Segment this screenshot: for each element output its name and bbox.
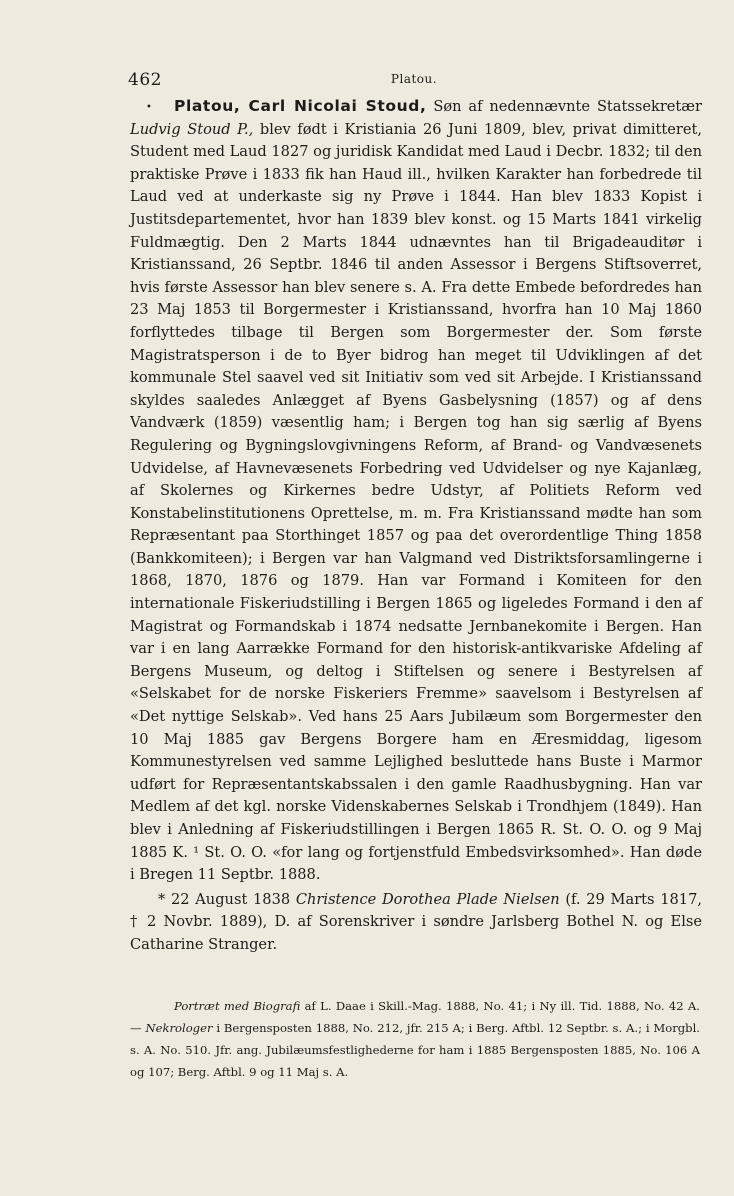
marriage-prefix: * 22 August 1838 bbox=[158, 890, 296, 908]
sources-part2: i Bergensposten 1888, No. 212, jfr. 215 A; i Berg. Aftbl. 12 Septbr. s. A.; i Morgbl. s. A. No. 510. Jfr. ang. Jubilæumsfestlighederne for ham i 1885 Bergensposten 1885, No. 106 A og 107; Berg. Aftbl. 9 og 11 Maj s. A. bbox=[130, 1021, 700, 1079]
margin-mark: • bbox=[146, 102, 152, 113]
entry-body bbox=[130, 95, 702, 957]
entry-main-text: blev født i Kristiania 26 Juni 1809, blev, privat dimitteret, Student med Laud 1827 og juridisk Kandidat med Laud i Decbr. 1832; til den praktiske Prøve i 1833 fik han Haud ill., hvilken Karakter han forbedrede til Laud ved at underkaste sig ny Prøve i 1844. Han blev 1833 Kopist i Justitsdepartementet, hvor han 1839 blev konst. og 15 Marts 1841 virkelig Fuldmægtig. Den 2 Marts 1844 udnævntes han til Brigadeauditør i Kristianssand, 26 Septbr. 1846 til anden Assessor i Bergens Stiftsoverret, hvis første Assessor han blev senere s. A. Fra dette Embede befordredes han 23 Maj 1853 til Borgermester i Kristianssand, hvorfra han 10 Maj 1860 forflyttedes tilbage til Bergen som Borgermester der. Som første Magistratsperson i de to Byer bidrog han meget til Udviklingen af det kommunale Stel saavel ved sit Initiativ som ved sit Arbejde. I Kristianssand skyldes saaledes Anlægget af Byens Gasbelysning (1857) og af dens Vandværk (1859) væsentlig ham; i Bergen tog han sig særlig af Byens Regulering og Bygningslovgivningens Reform, af Brand- og Vandvæsenets Udvidelse, af Havnevæsenets Forbedring ved Udvidelser og nye Kajanlæg, af Skolernes og Kirkernes bedre Udstyr, af Politiets Reform ved Konstabelinstitutionens Oprettelse, m. m. Fra Kristianssand mødte han som Repræsentant paa Storthinget 1857 og paa det overordentlige Thing 1858 (Bankkomiteen); i Bergen var han Valgmand ved Distriktsforsamlingerne i 1868, 1870, 1876 og 1879. Han var Formand i Komiteen for den internationale Fiskeriudstilling i Bergen 1865 og ligeledes Formand i den af Magistrat og Formandskab i 1874 nedsatte Jernbanekomite i Bergen. Han var i en lang Aarrække Formand for den historisk-antikvariske Afdeling af Bergens Museum, og deltog i Stiftelsen og senere i Bestyrelsen af «Selskabet for de norske Fiskeriers Fremme» saavelsom i Bestyrelsen af «Det nyttige Selskab». Ved hans 25 Aars Jubilæum som Borgermester den 10 Maj 1885 gav Bergens Borgere ham en Æresmiddag, ligesom Kommunestyrelsen ved samme Lejlighed besluttede hans Buste i Marmor udført for Repræsentantskabssalen i den gamle Raadhusbygning. Han var Medlem af det kgl. norske Videnskabernes Selskab i Trondhjem (1849). Han blev i Anledning af Fiskeriudstillingen i Bergen 1865 R. St. O. O. og 9 Maj 1885 K. ¹ St. O. O. «for lang og fortjenstfuld Embedsvirksomhed». Han døde i Bregen 11 Septbr. 1888. bbox=[130, 120, 702, 884]
necrology-label: Nekrologer bbox=[145, 1021, 213, 1035]
father-reference: Ludvig Stoud P., bbox=[130, 120, 254, 138]
portrait-label: Portræt med Biografi bbox=[174, 999, 301, 1013]
page-number: 462 bbox=[128, 70, 162, 90]
sources-paragraph bbox=[130, 995, 700, 1083]
entry-paragraph bbox=[130, 95, 702, 887]
marriage-rest: (f. 29 Marts 1817, † 2 Novbr. 1889), D. af Sorenskriver i søndre Jarlsberg Bothel N. og Else Catharine Stranger. bbox=[130, 890, 702, 953]
marriage-paragraph bbox=[130, 889, 702, 957]
running-head: Platou. bbox=[390, 72, 438, 86]
sources-note bbox=[130, 995, 700, 1083]
entry-intro: Søn af nedennævnte Statssekretær bbox=[426, 98, 702, 115]
spouse-name: Christence Dorothea Plade Nielsen bbox=[295, 890, 560, 908]
entry-name: Platou, Carl Nicolai Stoud, bbox=[174, 97, 427, 115]
sources-part1: af L. Daae i Skill.-Mag. 1888, No. 41; i Ny ill. Tid. 1888, No. 42 A. — bbox=[130, 999, 700, 1035]
page-header bbox=[128, 70, 700, 94]
